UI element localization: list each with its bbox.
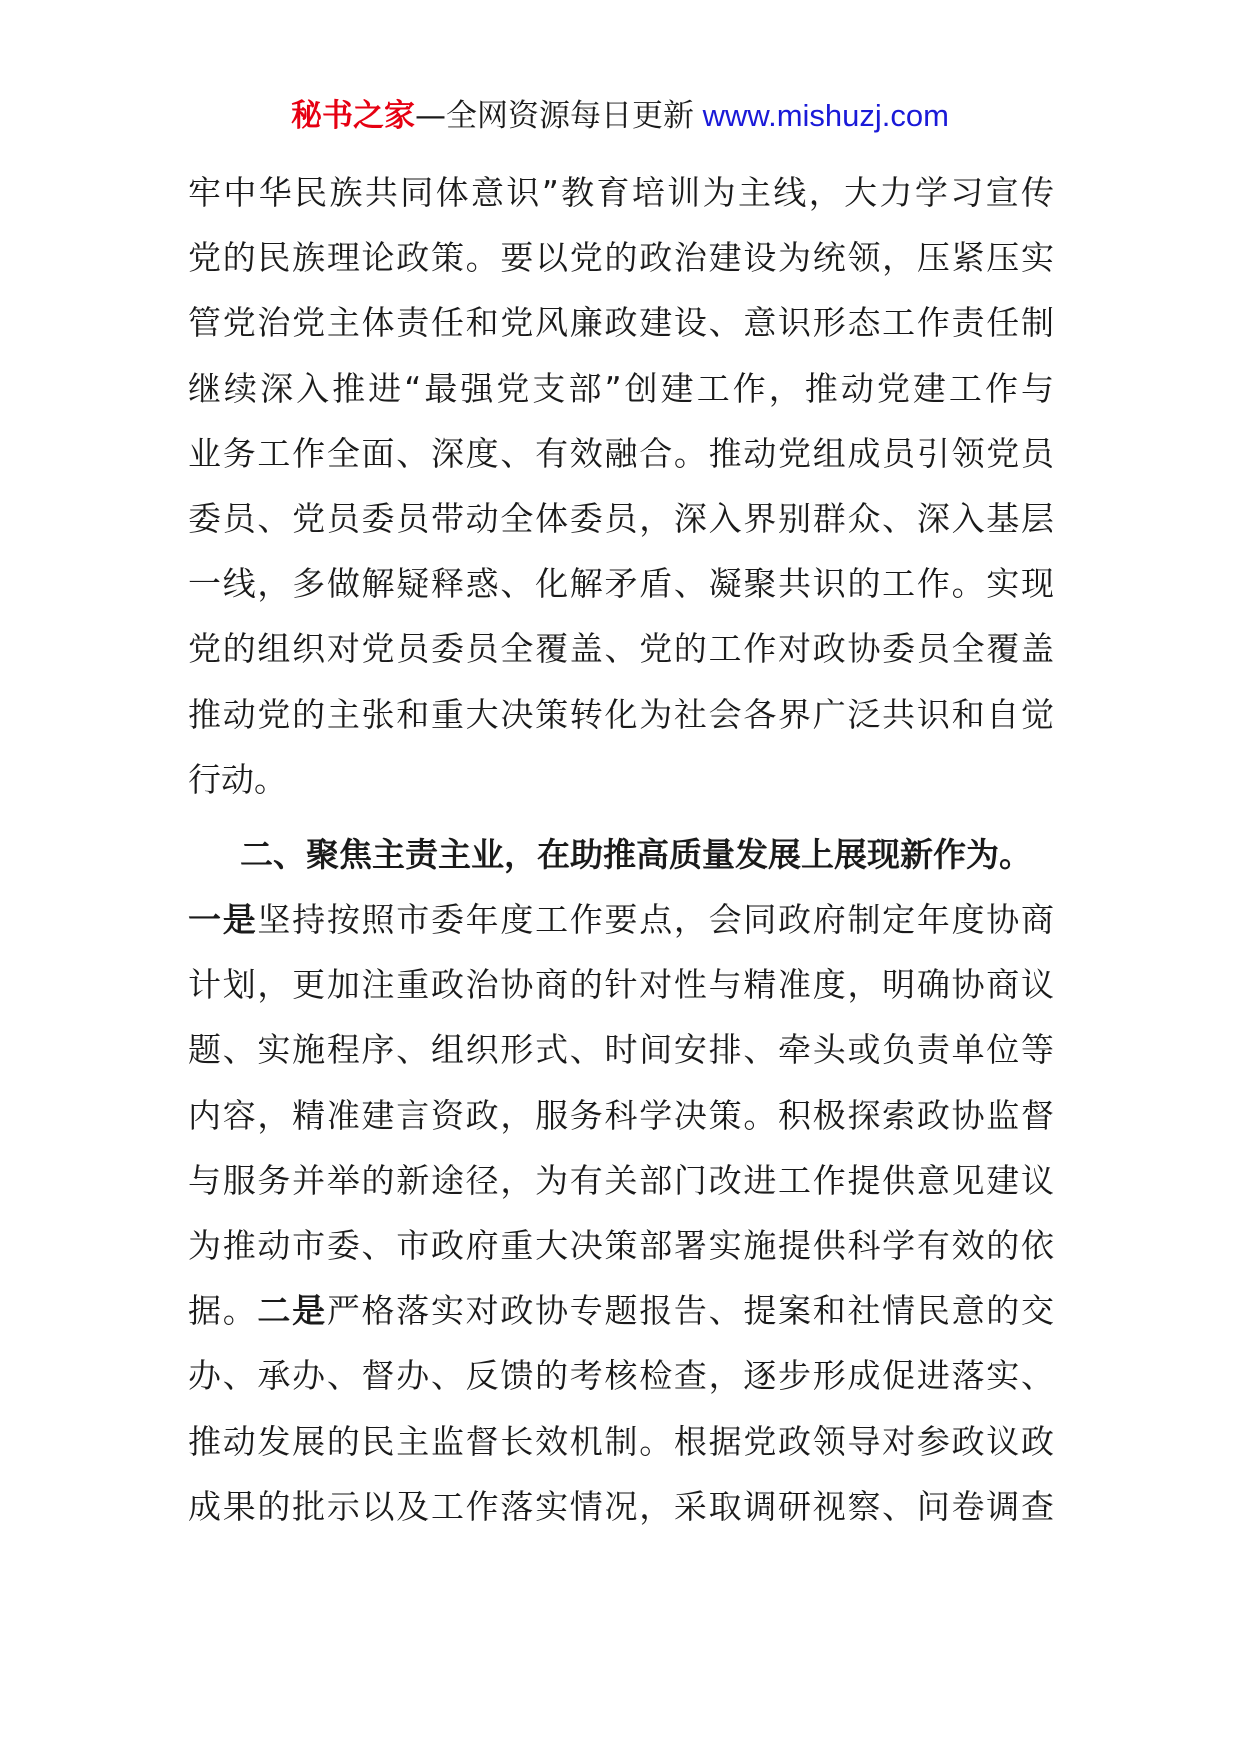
text-line: 牢中华民族共同体意识”教育培训为主线，大力学习宣传 bbox=[188, 173, 1054, 212]
header-tagline: —全网资源每日更新 bbox=[415, 98, 695, 134]
section-heading: 二、聚焦主责主业，在助推高质量发展上展现新作为。 bbox=[240, 834, 1032, 874]
text-line: 成果的批示以及工作落实情况，采取调研视察、问卷调查 bbox=[188, 1486, 1054, 1526]
text-run: 据。 bbox=[188, 1291, 258, 1331]
text-line: 委员、党员委员带动全体委员，深入界别群众、深入基层 bbox=[188, 498, 1054, 538]
text-line: 推动党的主张和重大决策转化为社会各界广泛共识和自觉 bbox=[188, 694, 1054, 734]
text-line: 与服务并举的新途径，为有关部门改进工作提供意见建议 bbox=[188, 1160, 1054, 1200]
text-line: 内容，精准建言资政，服务科学决策。积极探索政协监督 bbox=[188, 1095, 1054, 1135]
document-body bbox=[188, 160, 1054, 1539]
text-line: 党的组织对党员委员全覆盖、党的工作对政协委员全覆盖 bbox=[188, 629, 1054, 669]
text-line bbox=[188, 887, 1054, 952]
paragraph-party-building bbox=[188, 160, 1054, 812]
paragraph-main-duty bbox=[188, 887, 1054, 1539]
text-run: 严格落实对政协专题报告、提案和社情民意的交 bbox=[326, 1291, 1055, 1331]
bold-marker: 二是 bbox=[257, 1291, 327, 1331]
text-line: 党的民族理论政策。要以党的政治建设为统领，压紧压实 bbox=[188, 238, 1054, 278]
text-line: 题、实施程序、组织形式、时间安排、牵头或负责单位等 bbox=[188, 1030, 1054, 1070]
text-run: 坚持按照市委年度工作要点，会同政府制定年度协商 bbox=[257, 900, 1055, 940]
text-line bbox=[188, 1278, 1054, 1343]
brand-name: 秘书之家 bbox=[291, 98, 416, 134]
text-line: 继续深入推进“最强党支部”创建工作，推动党建工作与 bbox=[188, 368, 1054, 408]
text-line: 一线，多做解疑释惑、化解矛盾、凝聚共识的工作。实现 bbox=[188, 564, 1054, 604]
site-header bbox=[0, 96, 1240, 136]
text-line: 行动。 bbox=[188, 759, 287, 799]
site-link[interactable]: www.mishuzj.com bbox=[694, 98, 949, 133]
bold-marker: 一是 bbox=[188, 900, 258, 940]
text-line: 管党治党主体责任和党风廉政建设、意识形态工作责任制 bbox=[188, 303, 1054, 343]
text-line: 计划，更加注重政治协商的针对性与精准度，明确协商议 bbox=[188, 965, 1054, 1005]
text-line: 办、承办、督办、反馈的考核检查，逐步形成促进落实、 bbox=[188, 1356, 1054, 1396]
text-line: 业务工作全面、深度、有效融合。推动党组成员引领党员 bbox=[188, 433, 1054, 473]
text-line: 为推动市委、市政府重大决策部署实施提供科学有效的依 bbox=[188, 1226, 1054, 1265]
text-line: 推动发展的民主监督长效机制。根据党政领导对参政议政 bbox=[188, 1421, 1054, 1461]
